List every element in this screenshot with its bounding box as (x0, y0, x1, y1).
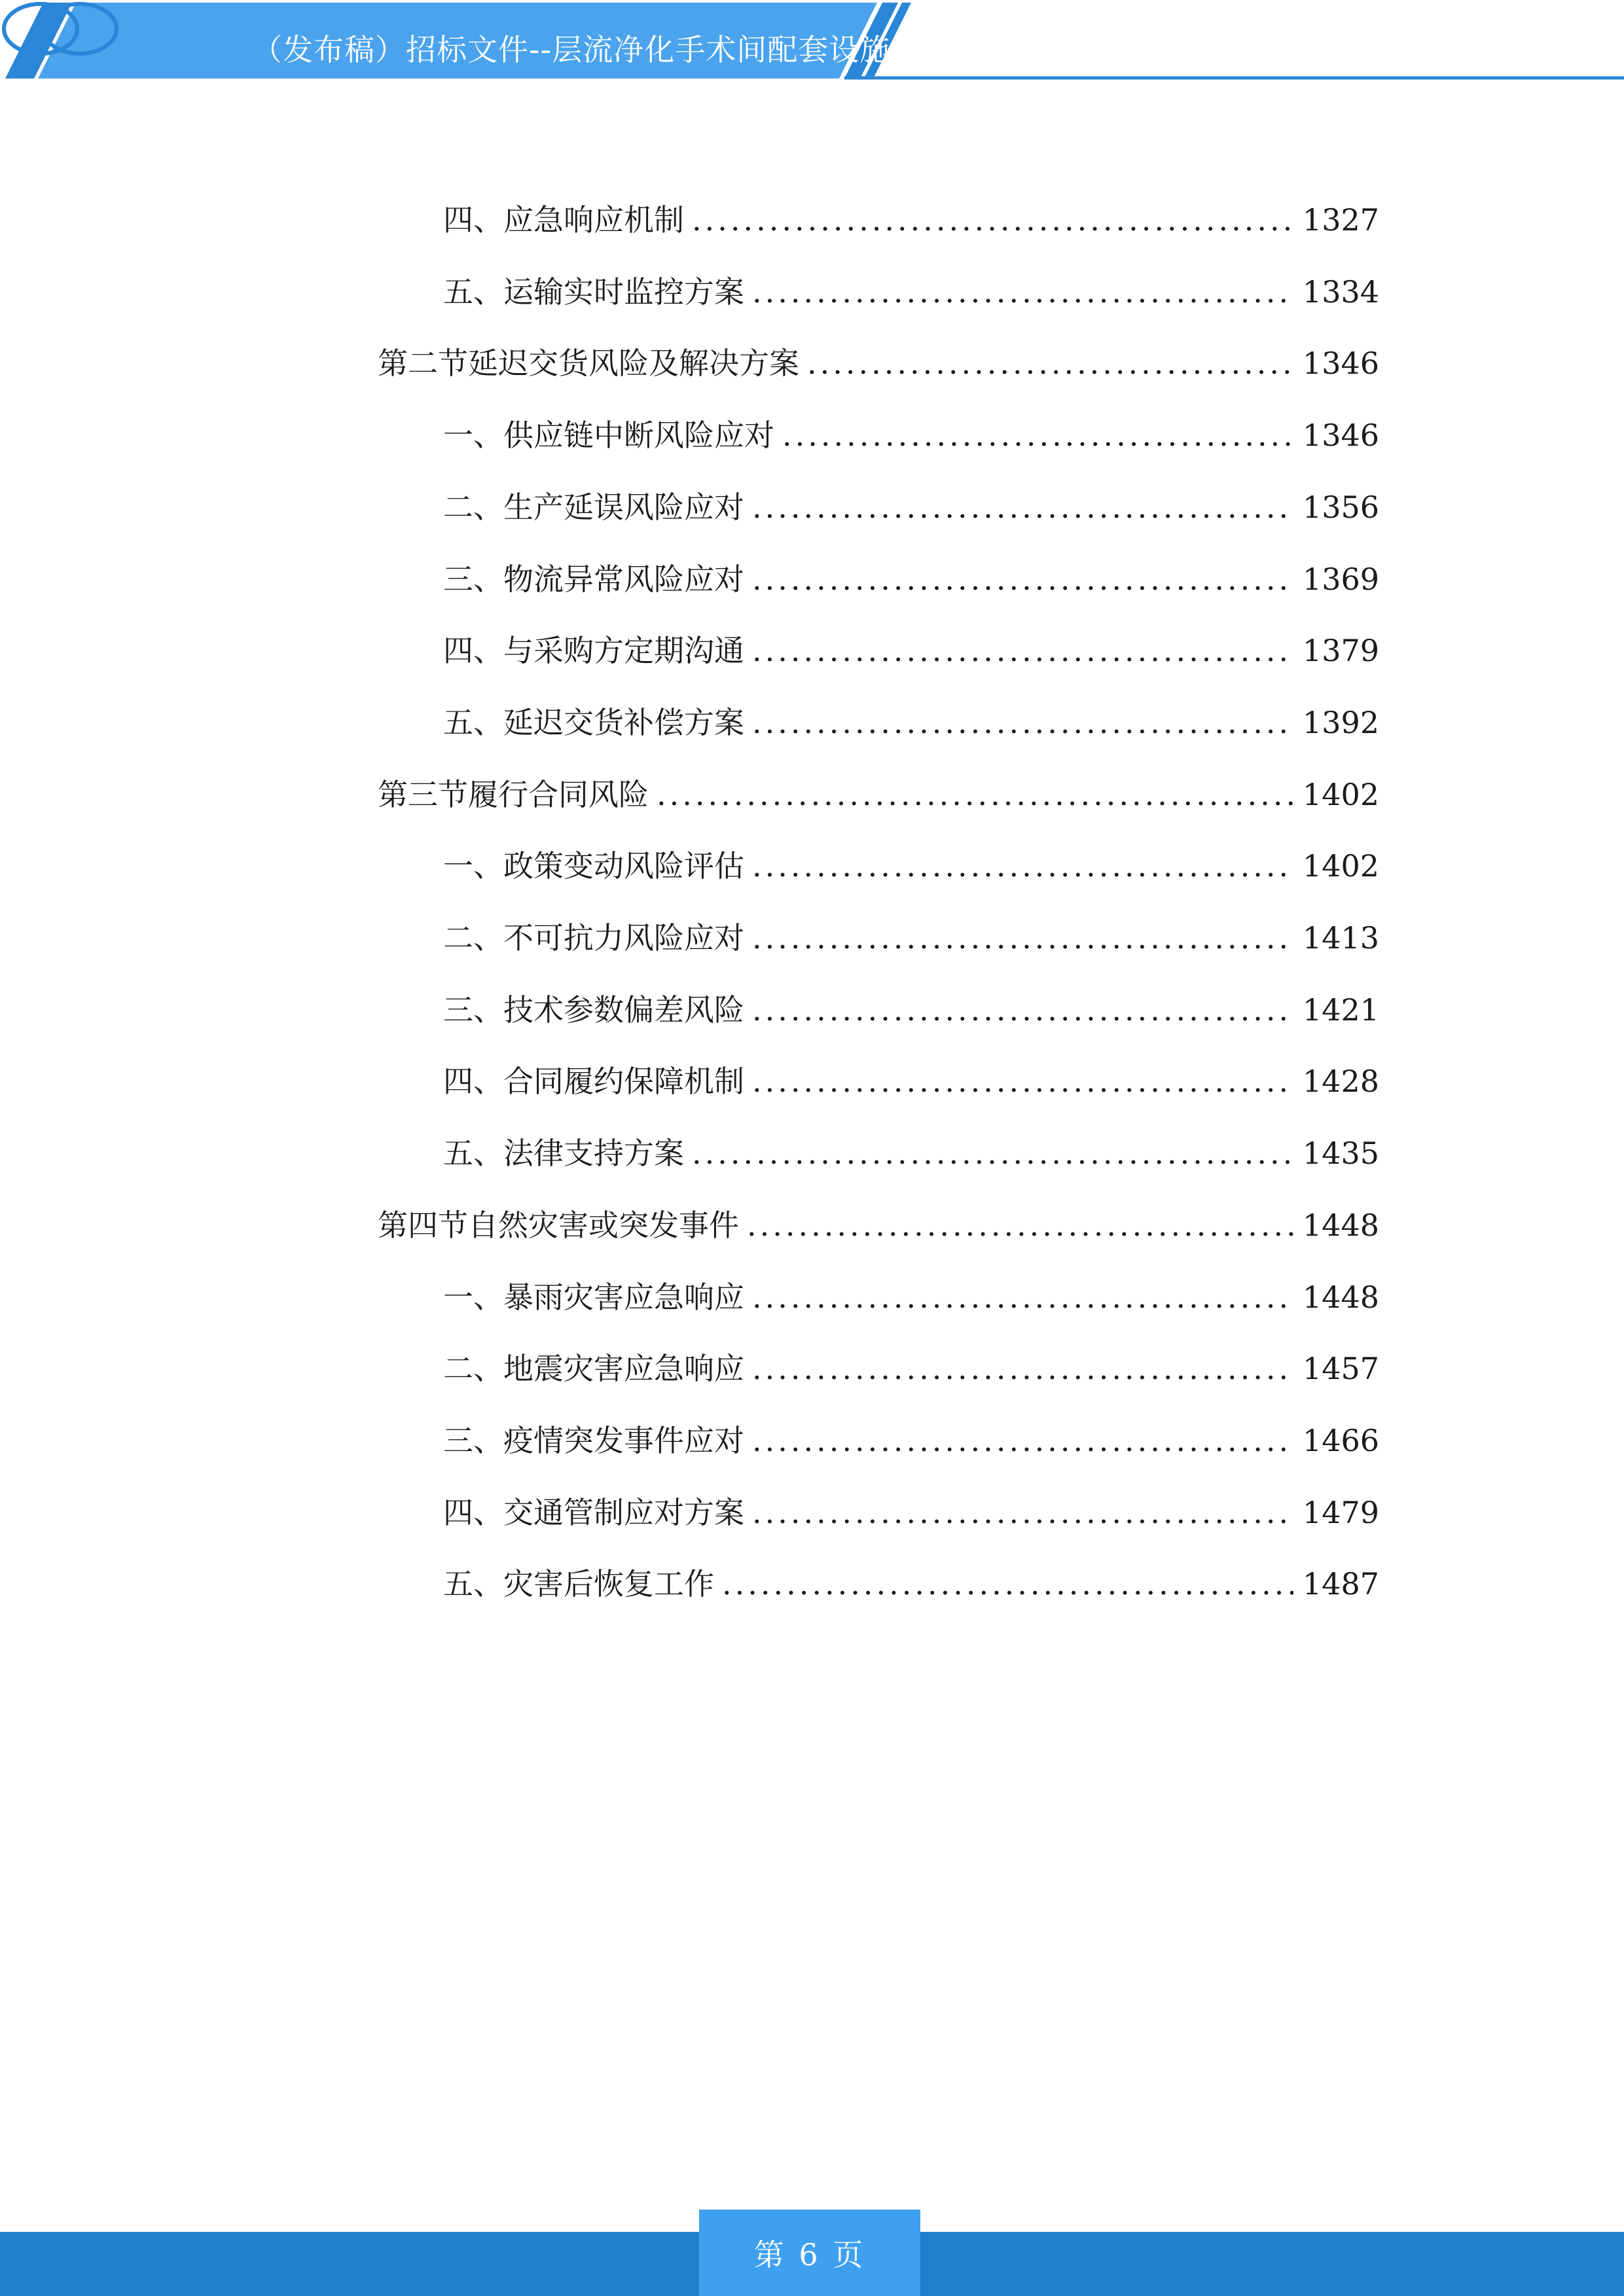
toc-entry-label: 延迟交货补偿方案 (503, 704, 744, 740)
toc-entry-number: 四、 (443, 1494, 503, 1530)
toc-entry-label: 运输实时监控方案 (503, 274, 744, 310)
toc-subsection-entry[interactable] (443, 842, 1379, 888)
toc-entry-label: 暴雨灾害应急响应 (503, 1279, 744, 1315)
toc-entry-number: 四、 (443, 633, 503, 669)
toc-entry-label: 政策变动风险评估 (503, 848, 744, 884)
toc-subsection-entry[interactable] (443, 412, 1379, 457)
toc-subsection-entry[interactable] (443, 556, 1379, 601)
toc-subsection-entry[interactable] (443, 1560, 1379, 1606)
toc-entry-page: 1379 (1302, 633, 1379, 669)
toc-entry-label: 技术参数偏差风险 (503, 992, 744, 1028)
toc-entry-label: 地震灾害应急响应 (503, 1351, 744, 1387)
toc-subsection-entry[interactable] (443, 1489, 1379, 1535)
toc-entry-page: 1356 (1302, 489, 1379, 525)
toc-entry-label: 法律支持方案 (503, 1136, 684, 1172)
toc-entry-number: 二、 (443, 1351, 503, 1387)
toc-dot-leader (752, 1495, 1293, 1530)
toc-subsection-entry[interactable] (443, 986, 1379, 1032)
toc-entry-page: 1346 (1302, 418, 1379, 454)
toc-subsection-entry[interactable] (443, 627, 1379, 673)
toc-entry-label: 延迟交货风险及解决方案 (468, 346, 799, 382)
toc-entry-page: 1448 (1302, 1279, 1379, 1315)
toc-entry-number: 一、 (443, 848, 503, 884)
toc-subsection-entry[interactable] (443, 699, 1379, 745)
toc-dot-leader (752, 1064, 1293, 1099)
toc-entry-number: 四、 (443, 202, 503, 238)
toc-entry-page: 1402 (1302, 848, 1379, 884)
toc-dot-leader (747, 1208, 1293, 1243)
toc-entry-label: 疫情突发事件应对 (503, 1422, 744, 1458)
toc-entry-page: 1402 (1302, 776, 1379, 812)
toc-entry-number: 三、 (443, 1422, 503, 1458)
toc-entry-label: 交通管制应对方案 (503, 1494, 744, 1530)
toc-subsection-entry[interactable] (443, 268, 1379, 314)
page-number-tab (699, 2210, 920, 2296)
toc-dot-leader (752, 1280, 1293, 1315)
toc-entry-page: 1346 (1302, 346, 1379, 382)
toc-entry-label: 履行合同风险 (468, 776, 649, 812)
toc-entry-page: 1435 (1302, 1136, 1379, 1172)
toc-entry-label: 供应链中断风险应对 (503, 418, 774, 454)
toc-entry-number: 二、 (443, 920, 503, 956)
page-header (0, 0, 1624, 85)
toc-dot-leader (752, 274, 1293, 310)
toc-entry-page: 1392 (1302, 704, 1379, 740)
toc-entry-number: 二、 (443, 489, 503, 525)
toc-entry-page: 1413 (1302, 920, 1379, 956)
toc-dot-leader (752, 1351, 1293, 1386)
toc-subsection-entry[interactable] (443, 484, 1379, 529)
toc-dot-leader (692, 1136, 1293, 1171)
ring-logo-icon (0, 0, 121, 59)
toc-entry-number: 五、 (443, 704, 503, 740)
document-title: （发布稿）招标文件--层流净化手术间配套设施 (252, 32, 891, 67)
toc-dot-leader (692, 202, 1293, 238)
toc-subsection-entry[interactable] (443, 1274, 1379, 1319)
toc-entry-page: 1457 (1302, 1351, 1379, 1387)
page-number: 第 6 页 (753, 2237, 866, 2272)
toc-dot-leader (752, 992, 1293, 1028)
toc-entry-label: 合同履约保障机制 (503, 1064, 744, 1100)
toc-entry-number: 一、 (443, 418, 503, 454)
toc-entry-number: 三、 (443, 561, 503, 597)
toc-entry-number: 五、 (443, 274, 503, 310)
toc-entry-page: 1327 (1302, 202, 1379, 238)
toc-entry-label: 不可抗力风险应对 (503, 920, 744, 956)
toc-dot-leader (657, 777, 1293, 812)
toc-entry-page: 1369 (1302, 561, 1379, 597)
toc-subsection-entry[interactable] (443, 1417, 1379, 1463)
toc-dot-leader (752, 562, 1293, 597)
toc-section-entry[interactable] (378, 771, 1379, 817)
toc-entry-label: 生产延误风险应对 (503, 489, 744, 525)
toc-entry-number: 四、 (443, 1064, 503, 1100)
toc-entry-page: 1466 (1302, 1422, 1379, 1458)
toc-entry-label: 与采购方定期沟通 (503, 633, 744, 669)
toc-entry-label: 灾害后恢复工作 (503, 1566, 714, 1602)
toc-subsection-entry[interactable] (443, 196, 1379, 242)
toc-dot-leader (752, 920, 1293, 956)
toc-entry-number: 五、 (443, 1566, 503, 1602)
toc-dot-leader (752, 705, 1293, 740)
toc-entry-number: 第三节 (378, 776, 468, 812)
toc-subsection-entry[interactable] (443, 1345, 1379, 1391)
toc-entry-page: 1428 (1302, 1064, 1379, 1100)
toc-dot-leader (752, 490, 1293, 525)
toc-entry-page: 1479 (1302, 1494, 1379, 1530)
toc-entry-page: 1448 (1302, 1207, 1379, 1243)
toc-entry-number: 第二节 (378, 346, 468, 382)
toc-subsection-entry[interactable] (443, 1130, 1379, 1175)
toc-entry-number: 五、 (443, 1136, 503, 1172)
toc-entry-number: 三、 (443, 992, 503, 1028)
toc-subsection-entry[interactable] (443, 914, 1379, 960)
toc-entry-label: 物流异常风险应对 (503, 561, 744, 597)
toc-dot-leader (752, 633, 1293, 668)
toc-entry-page: 1487 (1302, 1566, 1379, 1602)
toc-dot-leader (782, 418, 1293, 453)
toc-entry-page: 1334 (1302, 274, 1379, 310)
toc-subsection-entry[interactable] (443, 1058, 1379, 1103)
toc-dot-leader (752, 1423, 1293, 1458)
toc-section-entry[interactable] (378, 340, 1379, 386)
toc-entry-number: 第四节 (378, 1207, 468, 1243)
toc-entry-label: 应急响应机制 (503, 202, 684, 238)
toc-entry-label: 自然灾害或突发事件 (468, 1207, 739, 1243)
toc-dot-leader (752, 848, 1293, 884)
toc-entry-page: 1421 (1302, 992, 1379, 1028)
toc-dot-leader (807, 346, 1293, 381)
toc-entry-number: 一、 (443, 1279, 503, 1315)
toc-dot-leader (722, 1566, 1293, 1602)
toc-section-entry[interactable] (378, 1202, 1379, 1247)
